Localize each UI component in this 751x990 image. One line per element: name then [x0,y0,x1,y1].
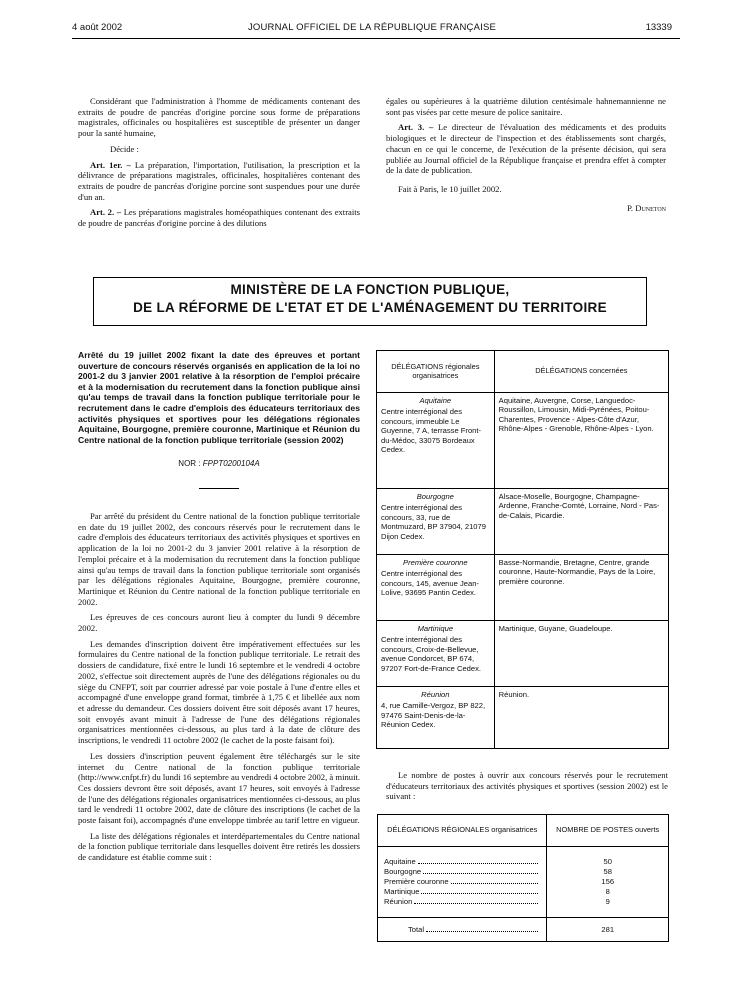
postes-value: 50 [603,857,612,866]
article-2-text: Les préparations magistrales homéopathiques contenant des extraits de poudre de pancréas d'origine porcine à des dilutions [78,207,360,229]
ministry-line-2: DE LA RÉFORME DE L'ETAT ET DE L'AMÉNAGEMENT DU TERRITOIRE [133,300,607,315]
table-row [377,687,669,749]
postes-total-label: Total [408,924,425,934]
postes-value: 156 [601,877,615,886]
article-3-label: Art. 3. – [398,122,434,133]
nor-value: FPPT0200104A [202,459,260,469]
article-1-text: La préparation, l'importation, l'utilisation, la prescription et la délivrance de préparations magistrales, officinales, hospitalières contenant des extraits de poudre de pancréas d'origine porcine sont suspendues pour une durée d'un an. [78,159,360,202]
list-item [384,877,540,887]
nor-label: NOR : [178,459,201,469]
region-name: Réunion [421,690,450,699]
delegation-cell [377,687,495,749]
postes-label: Réunion [384,897,413,906]
delegation-cell [377,393,495,489]
decide-line: Décide : [110,143,139,154]
nor-reference [78,459,360,470]
article-3 [386,122,666,176]
concerned-delegations: Martinique, Guyane, Guadeloupe. [494,621,668,687]
concerned-delegations: Réunion. [494,687,668,749]
header-rule [72,38,680,39]
table-row [377,555,669,621]
postes-values-cell [547,847,669,918]
total-line [408,925,540,935]
delegations-header-concernees: DÉLÉGATIONS concernées [494,351,668,393]
region-name: Martinique [417,624,454,633]
ministry-line-1: MINISTÈRE DE LA FONCTION PUBLIQUE, [230,282,510,297]
list-item [384,897,540,907]
signature: P. Duneton [627,202,666,213]
header-journal-title: JOURNAL OFFICIEL DE LA RÉPUBLIQUE FRANÇAISE [247,22,497,33]
delegations-table-header [377,351,669,393]
postes-table [377,814,669,942]
postes-total-value: 281 [547,918,669,942]
continuation-paragraph: égales ou supérieures à la quatrième dilution centésimale hahnemannienne ne sont pas visées par cette mesure de police sanitaire. [386,96,666,117]
dot-leader [423,867,538,874]
postes-label: Première couronne [384,877,449,886]
region-address: Centre interrégional des concours, immeuble Le Guyenne, 7 A, terrasse Front-du-Médoc, 33075 Bordeaux Cedex. [381,407,482,455]
postes-labels-cell [378,847,547,918]
dot-leader [418,857,539,864]
region-address: Centre interrégional des concours, 145, avenue Jean-Lolive, 93695 Pantin Cedex. [381,569,479,598]
postes-intro-block [386,770,668,807]
region-address: Centre interrégional des concours, Croix-de-Bellevue, avenue Condorcet, BP 674, 97207 Fort-de-France Cedex. [381,635,482,673]
ministry-title-box [93,277,647,326]
postes-table-header [378,815,669,847]
region-address: 4, rue Camille-Vergoz, BP 822, 97476 Saint-Denis-de-la-Réunion Cedex. [381,701,486,730]
fait-a-paris: Fait à Paris, le 10 juillet 2002. [398,183,502,194]
postes-value: 58 [603,867,612,876]
table-row [377,393,669,489]
article-1 [78,160,360,203]
separator-rule [199,488,239,489]
table-row [377,489,669,555]
concerned-delegations: Alsace-Moselle, Bourgogne, Champagne-Ardenne, Franche-Comté, Lorraine, Nord - Pas-de-Calais, Picardie. [494,489,668,555]
delegation-cell [377,489,495,555]
header-date: 4 août 2002 [72,22,123,33]
article-3-text: Le directeur de l'évaluation des médicaments et des produits biologiques et le directeur de l'inspection et des établissements sont chargés, chacun en ce qui le concerne, de l'exécution de la présente décision, qui sera publiée au Journal officiel de la République française et prendra effet à compter de la date de publication. [386,122,667,176]
postes-intro: Le nombre de postes à ouvrir aux concours réservés pour le recrutement d'éducateurs territoriaux des activités physiques et sportives (session 2002) est le suivant : [386,770,668,802]
region-name: Aquitaine [419,396,452,405]
table-row [377,621,669,687]
postes-body [378,847,669,918]
list-item [384,867,540,877]
region-address: Centre interrégional des concours, 33, rue de Montmuzard, BP 37904, 21079 Dijon Cedex. [381,503,486,541]
postes-value: 9 [605,897,610,906]
delegation-cell [377,621,495,687]
page-header [72,22,672,38]
arrete-paragraph-3: Les demandes d'inscription doivent être impérativement effectuées sur les formulaires du Centre national de la fonction publique territoriale. Le retrait des dossiers de candidature, fixé entre le lundi 16 septembre et le vendredi 4 octobre 2002, s'effectue soit directement auprès de l'une des délégations régionales ou du siège du CNFPT, soit par courrier adressé par voie postale à l'une d'entre elles et accompagné d'une enveloppe grand format, timbrée à 1,75 € et libellée aux nom et adresse du demandeur. Ces dossiers doivent être soit déposés avant 17 heures, soit envoyés avant minuit à l'adresse de l'une des délégations régionales organisatrices mentionnées ci-dessous, au plus tard à la date de clôture des inscriptions, le vendredi 11 octobre 2002 (le cachet de la poste faisant foi). [78,638,360,746]
postes-value: 8 [605,887,610,896]
postes-label: Bourgogne [384,867,422,876]
delegation-cell [377,555,495,621]
postes-label: Aquitaine [384,857,416,866]
list-item [384,887,540,897]
postes-header-nombre: NOMBRE DE POSTES ouverts [547,815,669,847]
postes-total-row [378,918,669,942]
top-left-column [78,96,360,234]
arrete-title: Arrêté du 19 juillet 2002 fixant la date des épreuves et portant ouverture de concours réservés organisés en application de la loi no 2001-2 du 3 janvier 2001 relative à la résorption de l'emploi précaire et à la modernisation du recrutement dans la fonction publique ainsi qu'au temps de travail dans la fonction publique territoriale pour le recrutement dans le cadre d'emplois des éducateurs territoriaux des activités physiques et sportives pour les délégations régionales Aquitaine, Bourgogne, première couronne, Martinique et Réunion du Centre national de la fonction publique territoriale (session 2002) [78,350,360,445]
dot-leader [421,887,538,894]
article-2-label: Art. 2. – [90,207,122,218]
arrete-column [78,350,360,868]
postes-label: Martinique [384,887,420,896]
article-2 [78,207,360,228]
list-item [384,857,540,867]
header-page-number: 13339 [645,22,672,33]
arrete-paragraph-5: La liste des délégations régionales et interdépartementales du Centre national de la fonction publique territoriale dans lesquelles doivent être retirés les dossiers de candidature est établie comme suit : [78,830,360,863]
arrete-paragraph-4: Les dossiers d'inscription peuvent également être téléchargés sur le site internet du Centre national de la fonction publique territoriale (http://www.cnfpt.fr) du lundi 16 septembre au vendredi 4 octobre 2002, à minuit. Ces dossiers devront être soit déposés, avant 17 heures, soit envoyés à l'adresse de l'une des délégations régionales organisatrices mentionnées ci-dessous, au plus tard le vendredi 11 octobre 2002, date de clôture des inscriptions (le cachet de la poste faisant foi), accompagnés d'une enveloppe timbrée au tarif lettre en vigueur. [78,750,360,826]
postes-total-cell [378,918,547,942]
delegations-header-organisatrices: DÉLÉGATIONS régionales organisatrices [377,351,495,393]
considerant-paragraph: Considérant que l'administration à l'homme de médicaments contenant des extraits de poudre de pancréas d'origine porcine sous forme de préparations magistrales, officinales ou hospitalières est susceptible de présenter un danger pour la santé humaine, [78,96,360,139]
top-right-column [386,96,666,218]
delegations-table [376,350,669,749]
dot-leader [414,897,538,904]
concerned-delegations: Basse-Normandie, Bretagne, Centre, grande couronne, Haute-Normandie, Pays de la Loire, première couronne. [494,555,668,621]
region-name: Première couronne [403,558,468,567]
postes-header-delegations: DÉLÉGATIONS RÉGIONALES organisatrices [378,815,547,847]
article-1-label: Art. 1er. – [90,159,131,170]
arrete-paragraph-2: Les épreuves de ces concours auront lieu à compter du lundi 9 décembre 2002. [78,612,360,634]
arrete-paragraph-1: Par arrêté du président du Centre national de la fonction publique territoriale en date du 19 juillet 2002, des concours réservés pour le recrutement dans le cadre d'emplois des éducateurs territoriaux des activités physiques et sportives en application de la loi no 2001-2 du 3 janvier 2001 relative à la résorption de l'emploi précaire et à la modernisation du recrutement dans la fonction publique ainsi qu'au temps de travail dans la fonction publique territoriale sont organisés par les délégations régionales Aquitaine, Bourgogne, première couronne, Martinique et Réunion du Centre national de la fonction publique territoriale en 2002. [78,511,360,607]
region-name: Bourgogne [416,492,454,501]
dot-leader [451,877,539,884]
concerned-delegations: Aquitaine, Auvergne, Corse, Languedoc-Roussillon, Limousin, Midi-Pyrénées, Poitou-Charentes, Provence - Alpes-Côte d'Azur, Rhône-Alpes - Grenoble, Rhône-Alpes - Lyon. [494,393,668,489]
dot-leader [426,925,538,932]
